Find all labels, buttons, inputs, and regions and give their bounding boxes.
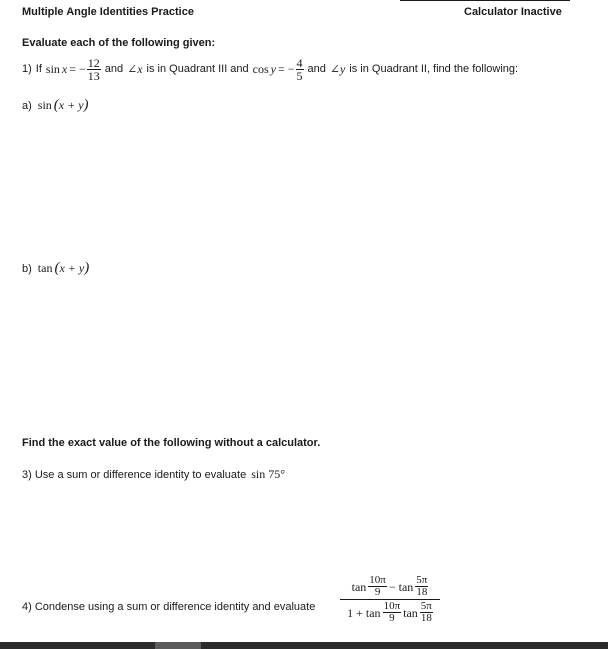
q1-and2: and (307, 63, 326, 75)
q4-b-den-2: 18 (420, 612, 432, 624)
q4-one-plus-tan: 1 + tan (347, 605, 381, 620)
q4-a-den-1: 9 (368, 586, 387, 598)
part-a-arg: x + y (58, 98, 84, 112)
q1-eq: = − (69, 61, 86, 76)
part-a-label: a) (22, 99, 32, 112)
q1-fraction-cos (296, 57, 304, 82)
section1-heading: Evaluate each of the following given: (22, 37, 216, 49)
part-a-expression: (x + y) (53, 97, 89, 113)
q1-cos: cos (252, 61, 269, 76)
q4-a-den-2: 9 (383, 612, 402, 624)
q1-fraction-sin (87, 57, 101, 82)
q1-if: If (35, 63, 42, 75)
q4-b-num-1: 5π (416, 574, 428, 586)
q1-angle-y: ∠y (329, 61, 346, 76)
q4-frac-b-1 (415, 575, 428, 598)
q4-b-num-2: 5π (420, 600, 432, 612)
q1-and1: and (104, 63, 124, 75)
q1-sin: sin (45, 61, 60, 76)
q4-tan-1: tan (351, 579, 367, 594)
q1-eq2: = − (278, 61, 295, 76)
part-b (22, 260, 89, 277)
horizontal-scrollbar[interactable] (0, 642, 608, 649)
q1-num1: 12 (87, 55, 100, 70)
q4-frac-a-1 (368, 575, 387, 598)
q4-frac-a-2 (383, 601, 402, 624)
q1-number: 1) (22, 63, 32, 75)
q4-text: 4) Condense using a sum or difference identity and evaluate (22, 601, 316, 613)
q4-tan-2: tan (403, 605, 418, 620)
q1-quad2: is in Quadrant II, find the following: (349, 63, 519, 75)
q3-expression: sin 75° (251, 467, 286, 481)
q4-a-num-2: 10π (383, 600, 401, 612)
q4-b-den-1: 18 (416, 586, 428, 598)
q4-minus-tan: − tan (388, 579, 414, 594)
question-3 (22, 467, 285, 482)
q1-x: x (61, 61, 68, 76)
q1-den2: 5 (296, 68, 303, 83)
q4-numerator (340, 575, 440, 599)
q1-y: y (270, 61, 276, 76)
part-b-expression: (x + y) (54, 260, 90, 276)
q4-compound-fraction (340, 575, 440, 624)
q4-frac-b-2 (420, 601, 433, 624)
section2-heading: Find the exact value of the following without a calculator. (22, 437, 321, 449)
question-1 (22, 53, 518, 85)
part-a-fn: sin (37, 98, 52, 112)
q1-den1: 13 (87, 68, 100, 83)
worksheet-title: Multiple Angle Identities Practice (22, 6, 194, 18)
calculator-status: Calculator Inactive (464, 6, 562, 18)
part-b-label: b) (22, 262, 32, 275)
part-a (22, 97, 89, 114)
q4-denominator (340, 599, 440, 624)
scrollbar-thumb[interactable] (155, 642, 201, 649)
q3-text: 3) Use a sum or difference identity to evaluate (22, 468, 247, 481)
q1-quad3: is in Quadrant III and (146, 63, 249, 75)
q4-a-num-1: 10π (369, 574, 386, 586)
q1-angle-x: ∠x (127, 61, 143, 76)
part-b-arg: x + y (59, 261, 85, 275)
q1-num2: 4 (296, 55, 303, 70)
part-b-fn: tan (37, 261, 53, 275)
name-underline (400, 0, 570, 1)
